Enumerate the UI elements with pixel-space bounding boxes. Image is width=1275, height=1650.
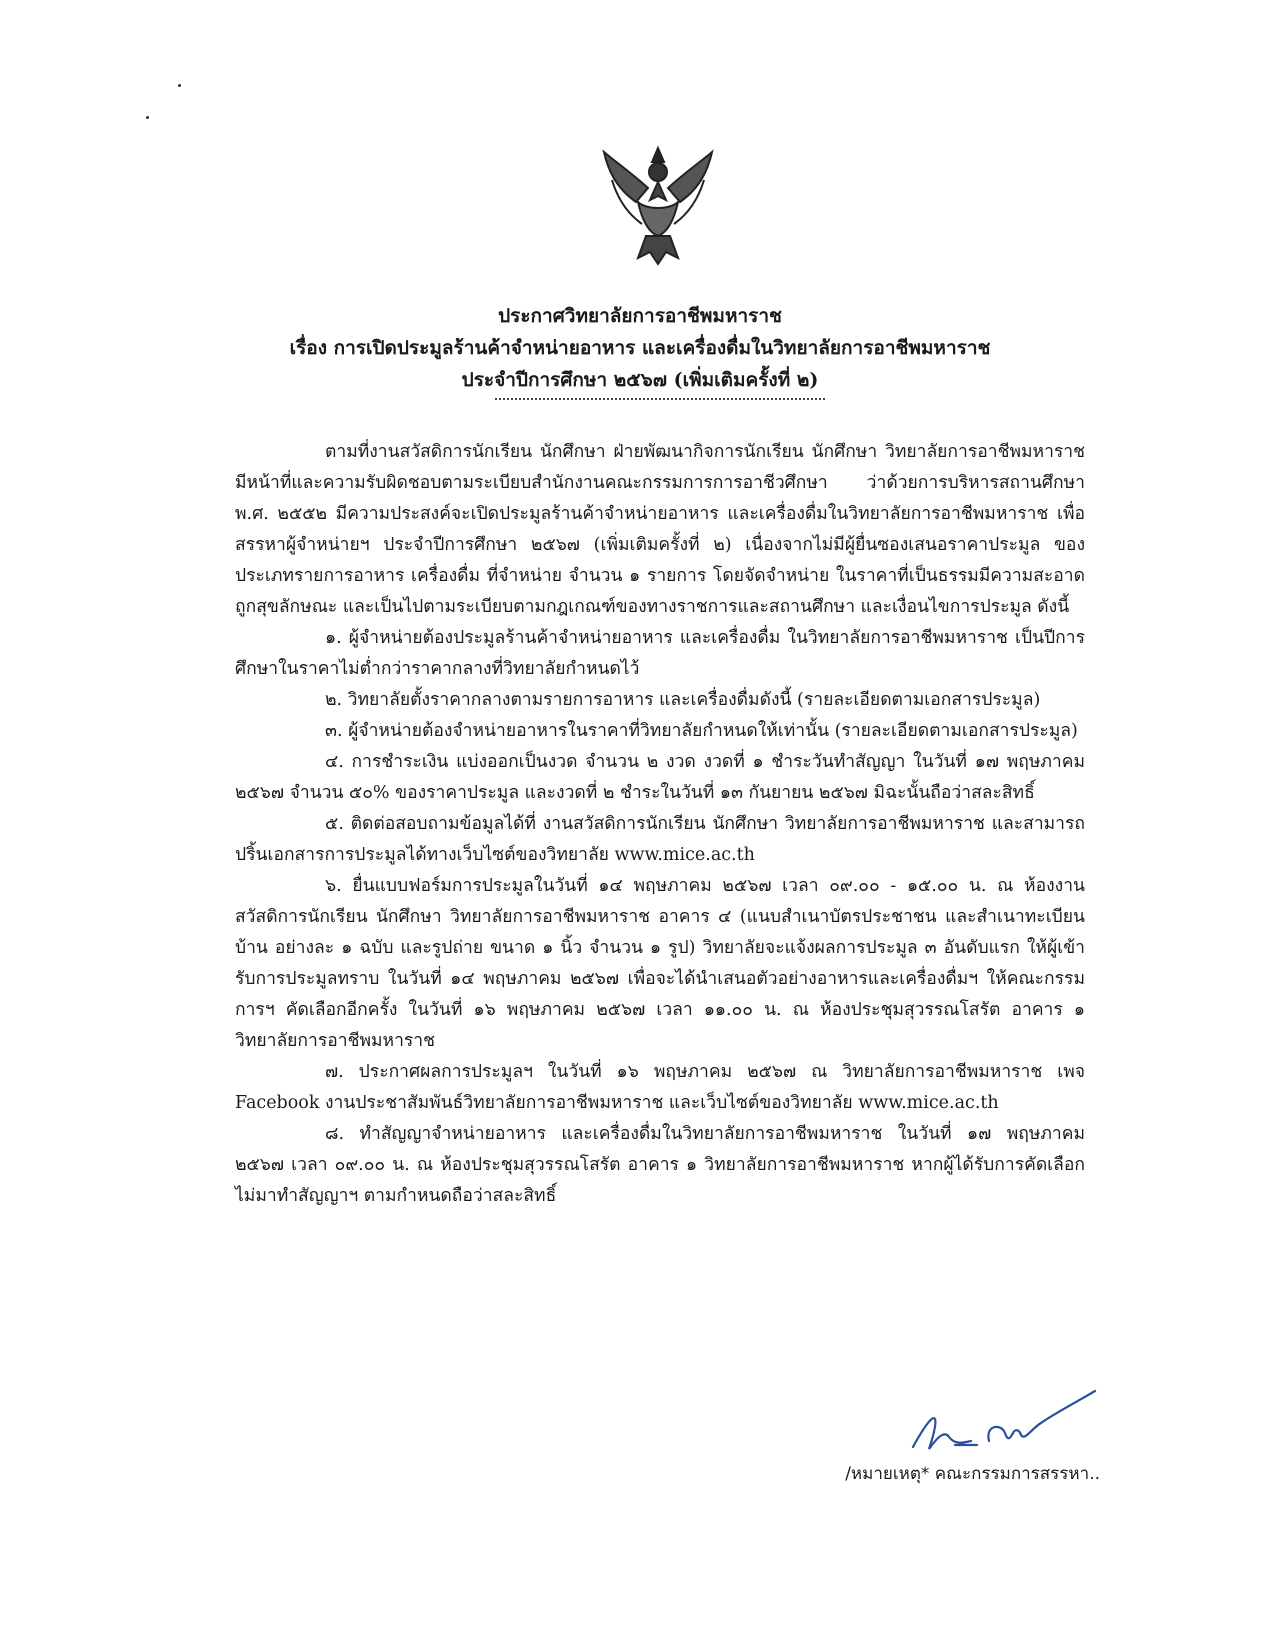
- condition-item-8: ๘. ทำสัญญาจำหน่ายอาหาร และเครื่องดื่มในวิทยาลัยการอาชีพมหาราช ในวันที่ ๑๗ พฤษภาคม ๒๕๖๗ เวลา ๐๙.๐๐ น. ณ ห้องประชุมสุวรรณโสรัต อาคาร ๑ วิทยาลัยการอาชีพมหาราช หากผู้ได้รับการคัดเลือกไม่มาทำสัญญาฯ ตามกำหนดถือว่าสละสิทธิ์: [235, 1124, 1085, 1206]
- footer-note: /หมายเหตุ* คณะกรรมการสรรหา..: [845, 1464, 1100, 1484]
- announcement-title: ประกาศวิทยาลัยการอาชีพมหาราช: [498, 305, 782, 327]
- condition-item-6: ๖. ยื่นแบบฟอร์มการประมูลในวันที่ ๑๔ พฤษภาคม ๒๕๖๗ เวลา ๐๙.๐๐ - ๑๕.๐๐ น. ณ ห้องงานสวัสดิการนักเรียน นักศึกษา วิทยาลัยการอาชีพมหาราช อาคาร ๔ (แนบสำเนาบัตรประชาชน และสำเนาทะเบียนบ้าน อย่างละ ๑ ฉบับ และรูปถ่าย ขนาด ๑ นิ้ว จำนวน ๑ รูป) วิทยาลัยจะแจ้งผลการประมูล ๓ อันดับแรก ให้ผู้เข้ารับการประมูลทราบ ในวันที่ ๑๔ พฤษภาคม ๒๕๖๗ เพื่อจะได้นำเสนอตัวอย่างอาหารและเครื่องดื่มฯ ให้คณะกรรมการฯ คัดเลือกอีกครั้ง ในวันที่ ๑๖ พฤษภาคม ๒๕๖๗ เวลา ๑๑.๐๐ น. ณ ห้องประชุมสุวรรณโสรัต อาคาร ๑ วิทยาลัยการอาชีพมหาราช: [235, 876, 1085, 1051]
- condition-item-3: ๓. ผู้จำหน่ายต้องจำหน่ายอาหารในราคาที่วิทยาลัยกำหนดให้เท่านั้น (รายละเอียดตามเอกสารประมูล): [325, 721, 1078, 741]
- announcement-subject: เรื่อง การเปิดประมูลร้านค้าจำหน่ายอาหาร และเครื่องดื่มในวิทยาลัยการอาชีพมหาราช: [289, 337, 991, 359]
- scan-speck: [178, 84, 181, 87]
- intro-paragraph: ตามที่งานสวัสดิการนักเรียน นักศึกษา ฝ่ายพัฒนากิจการนักเรียน นักศึกษา วิทยาลัยการอาชีพมหาราช มีหน้าที่และความรับผิดชอบตามระเบียบสำนักงานคณะกรรมการการอาชีวศึกษา ว่าด้วยการบริหารสถานศึกษา พ.ศ. ๒๕๕๒ มีความประสงค์จะเปิดประมูลร้านค้าจำหน่ายอาหาร และเครื่องดื่มในวิทยาลัยการอาชีพมหาราช เพื่อสรรหาผู้จำหน่ายฯ ประจำปีการศึกษา ๒๕๖๗ (เพิ่มเติมครั้งที่ ๒) เนื่องจากไม่มีผู้ยื่นซองเสนอราคาประมูล ของประเภทรายการอาหาร เครื่องดื่ม ที่จำหน่าย จำนวน ๑ รายการ โดยจัดจำหน่าย ในราคาที่เป็นธรรมมีความสะอาดถูกสุขลักษณะ และเป็นไปตามระเบียบตามกฎเกณฑ์ของทางราชการและสถานศึกษา และเงื่อนไขการประมูล ดังนี้: [235, 442, 1085, 617]
- scan-speck: [146, 116, 149, 119]
- condition-item-7: ๗. ประกาศผลการประมูลฯ ในวันที่ ๑๖ พฤษภาคม ๒๕๖๗ ณ วิทยาลัยการอาชีพมหาราช เพจ Facebook งานประชาสัมพันธ์วิทยาลัยการอาชีพมหาราช และเว็บไซต์ของวิทยาลัย www.mice.ac.th: [235, 1062, 1085, 1113]
- condition-item-5: ๕. ติดต่อสอบถามข้อมูลได้ที่ งานสวัสดิการนักเรียน นักศึกษา วิทยาลัยการอาชีพมหาราช และสามารถปริ้นเอกสารการประมูลได้ทางเว็บไซต์ของวิทยาลัย www.mice.ac.th: [235, 814, 1085, 865]
- condition-item-1: ๑. ผู้จำหน่ายต้องประมูลร้านค้าจำหน่ายอาหาร และเครื่องดื่ม ในวิทยาลัยการอาชีพมหาราช เป็นปีการศึกษาในราคาไม่ต่ำกว่าราคากลางที่วิทยาลัยกำหนดไว้: [235, 628, 1085, 679]
- garuda-emblem-icon: [598, 140, 718, 270]
- condition-item-2: ๒. วิทยาลัยตั้งราคากลางตามรายการอาหาร และเครื่องดื่มดังนี้ (รายละเอียดตามเอกสารประมูล): [325, 690, 1041, 710]
- condition-item-4: ๔. การชำระเงิน แบ่งออกเป็นงวด จำนวน ๒ งวด งวดที่ ๑ ชำระวันทำสัญญา ในวันที่ ๑๗ พฤษภาคม ๒๕๖๗ จำนวน ๕๐% ของราคาประมูล และงวดที่ ๒ ชำระในวันที่ ๑๓ กันยายน ๒๕๖๗ มิฉะนั้นถือว่าสละสิทธิ์: [235, 752, 1085, 803]
- announcement-year: ประจำปีการศึกษา ๒๕๖๗ (เพิ่มเติมครั้งที่ ๒): [461, 369, 819, 391]
- announcement-body: [235, 437, 1085, 1212]
- signature-icon: [905, 1385, 1105, 1465]
- dotted-divider: [495, 398, 825, 400]
